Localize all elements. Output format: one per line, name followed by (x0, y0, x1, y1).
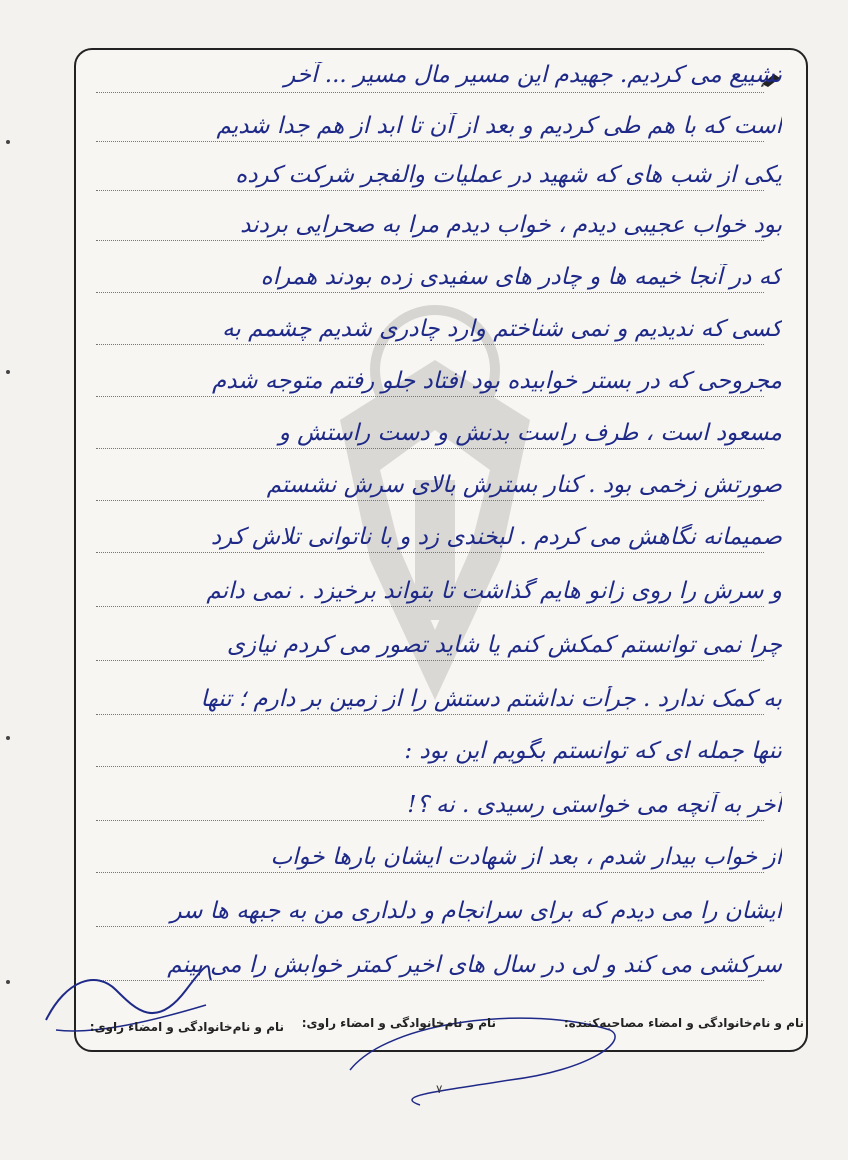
handwritten-line: تنها جمله ای که توانستم بگویم این بود : (404, 738, 782, 764)
ruled-line (96, 660, 764, 661)
handwritten-line: است که با هم طی کردیم و بعد از آن تا ابد از هم جدا شدیم (216, 113, 782, 139)
interviewer-signature-label: نام و نام‌خانوادگی و امضاء مصاحبه‌کننده: (563, 1016, 804, 1030)
ruled-line (96, 190, 764, 191)
handwritten-line: صورتش زخمی بود . کنار بسترش بالای سرش نشستم (266, 472, 782, 498)
ruled-line (96, 500, 764, 501)
handwritten-line: و سرش را روی زانو هایم گذاشت تا بتواند برخیزد . نمی دانم (206, 578, 782, 604)
handwritten-line: سرکشی می کند و لی در سال های اخیر کمتر خوابش را می بینم (167, 952, 782, 978)
handwritten-line: صمیمانه نگاهش می کردم . لبخندی زد و با ناتوانی تلاش کرد (210, 524, 782, 550)
ruled-line (96, 240, 764, 241)
handwritten-line: به کمک ندارد . جرأت نداشتم دستش را از زمین بر دارم ؛ تنها (200, 686, 782, 712)
ruled-line (96, 714, 764, 715)
ruled-line (96, 92, 764, 93)
page-number: ۷ (436, 1082, 443, 1096)
handwritten-line: چرا نمی توانستم کمکش کنم یا شاید تصور می کردم نیازی (226, 632, 782, 658)
narrator-signature-label: نام و نام‌خانوادگی و امضاء راوی: (301, 1016, 496, 1030)
ruled-line (96, 552, 764, 553)
handwritten-line: مسعود است ، طرف راست بدنش و دست راستش و (278, 420, 782, 446)
handwritten-line: مجروحی که در بستر خوابیده بود افتاد جلو رفتم متوجه شدم (211, 368, 782, 394)
narrator-signature-label-repeat: نام و نام‌خانوادگی و امضاء راوی: (89, 1020, 284, 1034)
handwritten-line: کسی که ندیدیم و نمی شناختم وارد چادری شدیم چشمم به (222, 316, 782, 342)
ruled-line (96, 396, 764, 397)
handwritten-line: بود خواب عجیبی دیدم ، خواب دیدم مرا به صحرایی بردند (240, 212, 782, 238)
handwritten-line: ایشان را می دیدم که برای سرانجام و دلداری من به جبهه ها سر (170, 898, 782, 924)
handwritten-line: یکی از شب های که شهید در عملیات والفجر شرکت کرده (235, 162, 782, 188)
ruled-line (96, 606, 764, 607)
ruled-line (96, 820, 764, 821)
handwritten-line: که در آنجا خیمه ها و چادر های سفیدی زده بودند همراه (260, 264, 782, 290)
ruled-line (96, 926, 764, 927)
handwritten-line: از خواب بیدار شدم ، بعد از شهادت ایشان بارها خواب (270, 844, 782, 870)
ruled-line (96, 766, 764, 767)
handwritten-line: آخر به آنچه می خواستی رسیدی . نه ؟! (407, 792, 782, 818)
ruled-line (96, 292, 764, 293)
ruled-line (96, 872, 764, 873)
ruled-line (96, 448, 764, 449)
ruled-line (96, 141, 764, 142)
handwritten-line: تشییع می کردیم. جهیدم این مسیر مال مسیر ... آخر (284, 62, 782, 88)
ruled-line (96, 344, 764, 345)
